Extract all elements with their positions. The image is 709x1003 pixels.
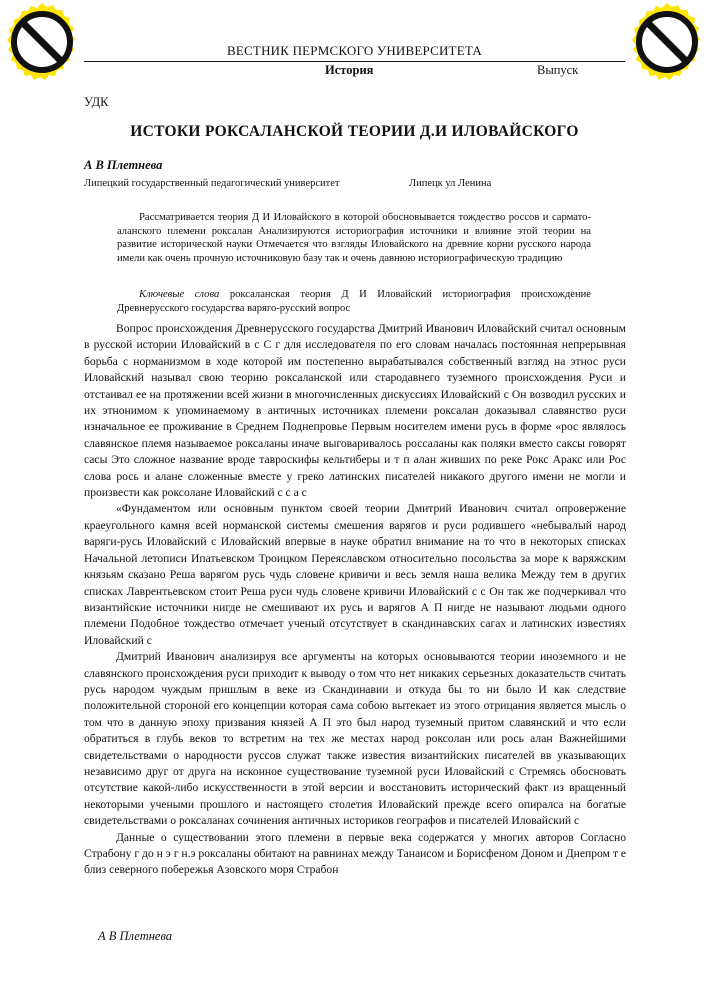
keywords [117,288,591,315]
footer-author: А В Плетнева [98,929,173,943]
no-entry-icon [627,2,707,82]
author-name: А В Плетнева [84,158,163,172]
affiliation-university: Липецкий государственный педагогический университет [84,178,340,189]
body-paragraph: Дмитрий Иванович анализируя все аргументы на которых основываются теории иноземного и не славянского происхождения руси приходит к выводу о том что нет никаких серьезных доказательств считать русь народом чуждым пришлым в веке из Скандинавии и откуда бы то ни было И как следствие положительной стороной его концепции которая сама собою вытекает из этого отрицания является мысль о том что в данную эпоху призвания князей А П это был народ туземный притом славянский и что если обратиться в глубь веков то встретим на тех же местах народ роксолан или рось алан Важнейшими свидетельствами о народности руссов служат также известия византийских писателей вв указывающих независимо друг от друга на исконное существование туземной руси Иловайский с Стремясь обосновать отсутствие какой-либо искусственности в этой версии и восстановить исторический факт из вращенный некоторыми учеными прошлого и настоящего столетия Иловайский прежде всего опиралса на богатые свидетельствами о роксаланах сочинения античных историков географов и писателей Иловайский с [84,650,626,828]
journal-title: ВЕСТНИК ПЕРМСКОГО УНИВЕРСИТЕТА [227,43,482,58]
body-paragraph: Данные о существовании этого племени в первые века содержатся у многих авторов Согласно Страбону г до н э г н.э роксаланы обитают на равнинах между Танаисом и Борисфеном Доном и Днепром т е близ северного побережья Азовского моря Страбон [84,830,626,877]
no-entry-icon [2,2,82,82]
header-divider [84,61,625,62]
body-paragraph: «Фундаментом или основным пунктом своей теории Дмитрий Иванович считал опровержение краеугольного камня всей норманской системы смешения варягов и руси родившего «небывалый народ варяги-русь Иловайский с Иловайский впервые в науке обратил внимание на то что в некоторых списках Начальной летописи Ипатьевском Троицком Переяславском относительно посольства за море к варяжским князьям сказано Реша варягом русь чудь словене кривичи и весь земля наша велика Между тем в других списках Лаврентьевском стоит Реша руси чудь словене кривичи Иловайский с с Он так же подчеркивал что византийские источники нигде не смешивают их русь и варягов А П нигде не называют людьми одного племени Подобное тождество отмечает ученый отсутствует в скандинавских сагах и латинских известиях Иловайский с [84,502,626,647]
affiliation-city: Липецк ул Ленина [409,178,492,189]
section-name: История [325,63,374,77]
udk-label: УДК [84,95,109,109]
article-body [84,321,626,879]
abstract: Рассматривается теория Д И Иловайского в которой обосновывается тождество россов и сармато-аланского племени роксалан Анализируются историография источники и влияние этой теории на развитие исторической науки Отмечается что взгляды Иловайского на древние корни русского народа имели как очень прочную источниковую базу так и очень давнюю историографическую традицию [117,212,591,264]
author-affiliation [84,178,492,189]
keywords-label: Ключевые слова [139,289,220,300]
keywords-text: роксаланская теория Д И Иловайский историография происхождение Древнерусского государства варяго-русский вопрос [117,289,592,314]
body-paragraph: Вопрос происхождения Древнерусского государства Дмитрий Иванович Иловайский считал основным в русской истории Иловайский в с С г для исследователя по его словам началась постоянная непрерывная борьба с норманизмом в ходе которой им постепенно вырабатывался собственный взгляд на этнос руси Иловайский называл свою теорию роксаланской или стародавнего туземного происхождения Руси и отстаивал ее на протяжении всей жизни в многочисленных дискуссиях Иловайский с Он возводил русских и их этнонимом к упоминаемому в античных источниках племени роксалан доказывал славянство руси изначальное ее проживание в Среднем Поднепровье Первым носителем имени русь в форме «рос являлось славянское племя называемое роксаланы иначе выговаривалось россаланы как поляки вместо саксы говорят сасы Это сложное название вроде тавроскифы кельтиберы и т п алан живших по реке Рокс Аракс или Рос слова рось и алане сложенные вместе у греко латинских писателей никакого другого имени не могли и произвести как роксолане Иловайский с с а с [84,322,626,500]
article-title: ИСТОКИ РОКСАЛАНСКОЙ ТЕОРИИ Д.И ИЛОВАЙСКОГО [130,123,579,140]
issue-label: Выпуск [537,63,579,77]
